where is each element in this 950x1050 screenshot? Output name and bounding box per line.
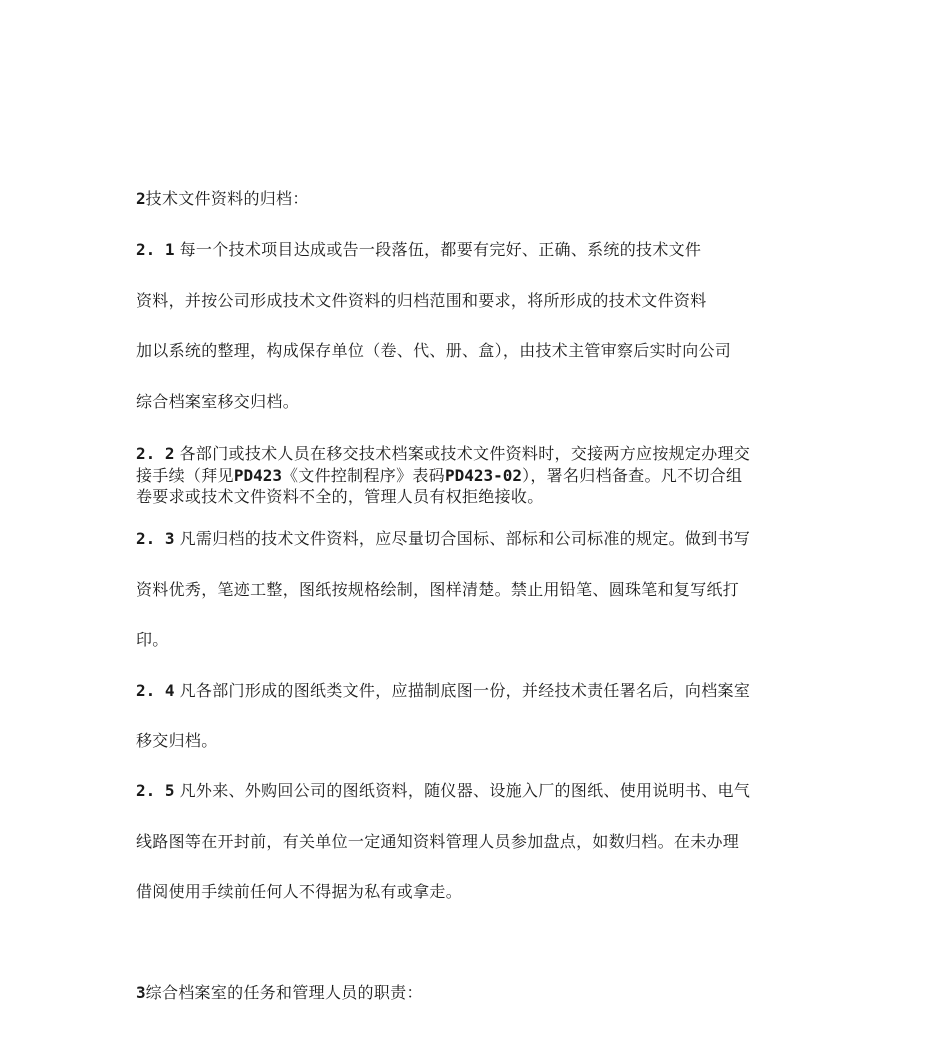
section-2-title: 技术文件资料的归档： [145,189,309,208]
paragraph-2-5-line-3: 借阅使用手续前任何人不得据为私有或拿走。 [136,882,463,901]
paragraph-2-3-number: 2. 3 [136,529,175,548]
section-2-heading [136,189,309,209]
paragraph-2-4-text-1: 凡各部门形成的图纸类文件，应描制底图一份，并经技术责任署名后，向档案室 [179,681,751,700]
paragraph-2-4-number: 2. 4 [136,681,175,700]
paragraph-2-5-line-1 [136,781,750,801]
form-code-pd423-02: PD423-02 [445,466,523,485]
paragraph-2-5-number: 2. 5 [136,781,175,800]
paragraph-2-2-line-2 [136,466,742,486]
paragraph-2-1-line-3: 加以系统的整理，构成保存单位（卷、代、册、盒），由技术主管审察后实时向公司 [136,341,732,360]
paragraph-2-3-text-1: 凡需归档的技术文件资料，应尽量切合国标、部标和公司标准的规定。做到书写 [179,529,751,548]
paragraph-2-3-line-2: 资料优秀，笔迹工整，图纸按规格绘制，图样清楚。禁止用铅笔、圆珠笔和复写纸打 [136,580,740,599]
section-3-number: 3 [136,983,146,1002]
paragraph-2-1-text-1: 每一个技术项目达成或告一段落伍，都要有完好、正确、系统的技术文件 [179,240,702,259]
paragraph-2-5-line-2: 线路图等在开封前，有关单位一定通知资料管理人员参加盘点，如数归档。在未办理 [136,832,740,851]
paragraph-2-1-line-1 [136,240,701,260]
paragraph-2-4-line-1 [136,681,750,701]
section-3-heading [136,983,423,1003]
paragraph-2-3-line-1 [136,529,750,549]
paragraph-2-1-line-2: 资料，并按公司形成技术文件资料的归档范围和要求，将所形成的技术文件资料 [136,291,707,310]
paragraph-2-1-line-4: 综合档案室移交归档。 [136,392,300,411]
paragraph-2-2-line-1 [136,444,750,464]
paragraph-2-3-line-3: 印。 [136,630,169,649]
paragraph-2-2-text-1: 各部门或技术人员在移交技术档案或技术文件资料时，交接两方应按规定办理交 [179,444,751,463]
paragraph-2-2-text-2c: ），署名归档备查。凡不切合组 [522,466,743,485]
section-3-title: 综合档案室的任务和管理人员的职责： [145,983,423,1002]
paragraph-2-4-line-2: 移交归档。 [136,731,218,750]
section-2-number: 2 [136,189,146,208]
paragraph-2-2-text-2b: 《文件控制程序》表码 [281,466,445,485]
form-code-pd423: PD423 [233,466,282,485]
paragraph-2-2-line-3: 卷要求或技术文件资料不全的，管理人员有权拒绝接收。 [136,487,544,506]
paragraph-2-1-number: 2. 1 [136,240,175,259]
paragraph-2-2-number: 2. 2 [136,444,175,463]
paragraph-2-5-text-1: 凡外来、外购回公司的图纸资料，随仪器、设施入厂的图纸、使用说明书、电气 [179,781,751,800]
paragraph-2-2-text-2a: 接手续（拜见 [136,466,234,485]
